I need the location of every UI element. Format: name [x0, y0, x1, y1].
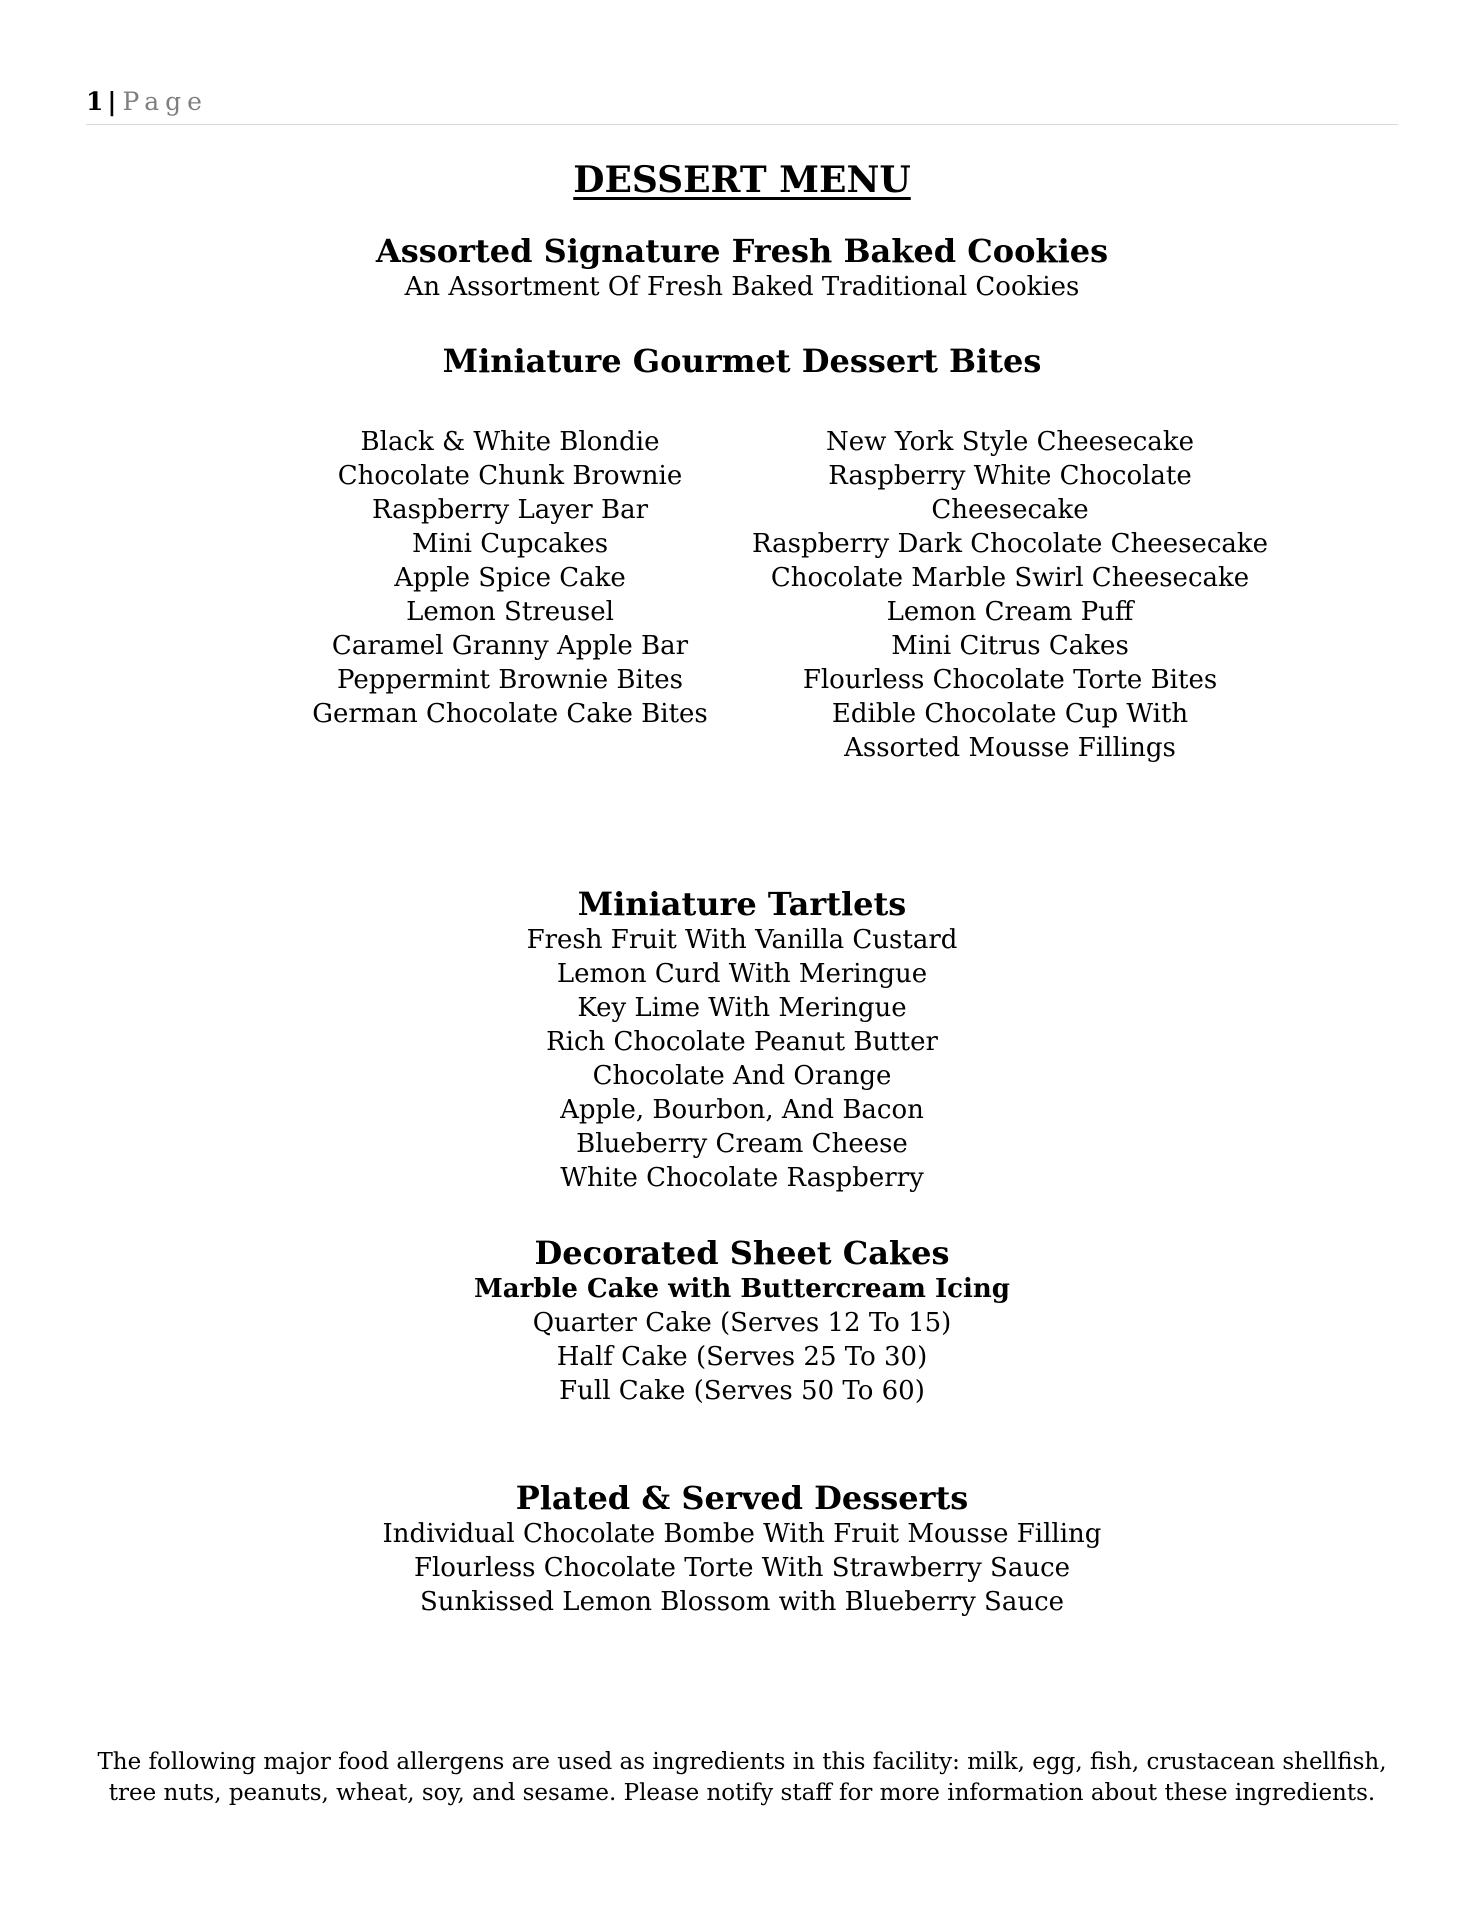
list-item: Apple Spice Cake — [394, 563, 626, 593]
page-number: 1 — [86, 87, 104, 116]
list-item: Sunkissed Lemon Blossom with Blueberry Sauce — [419, 1587, 1065, 1617]
tartlets-title: Miniature Tartlets — [577, 885, 907, 923]
list-item: Full Cake (Serves 50 To 60) — [559, 1376, 925, 1406]
sheet-cakes-title: Decorated Sheet Cakes — [534, 1234, 950, 1272]
list-item: Chocolate Marble Swirl Cheesecake — [770, 563, 1250, 593]
list-item: Mini Cupcakes — [411, 529, 609, 559]
dessert-bites-right-column — [750, 425, 1270, 765]
cookies-title: Assorted Signature Fresh Baked Cookies — [375, 232, 1109, 270]
list-item: Quarter Cake (Serves 12 To 15) — [532, 1308, 952, 1338]
list-item: German Chocolate Cake Bites — [312, 699, 708, 729]
list-item: Mini Citrus Cakes — [891, 631, 1129, 661]
list-item: Edible Chocolate Cup With — [831, 699, 1189, 729]
list-item: Assorted Mousse Fillings — [844, 733, 1176, 763]
list-item: Lemon Cream Puff — [886, 597, 1134, 627]
sheet-cakes-section — [0, 1234, 1484, 1408]
allergen-notice: The following major food allergens are used as ingredients in this facility: milk, egg, fish, crustacean shellfish, tree nuts, peanuts, wheat, soy, and sesame. Please notify staff for more information about these ingredients. — [97, 1749, 1387, 1806]
dessert-bites-title: Miniature Gourmet Dessert Bites — [442, 342, 1042, 380]
list-item: Flourless Chocolate Torte With Strawberry Sauce — [413, 1553, 1071, 1583]
cookies-section — [0, 232, 1484, 304]
list-item: Flourless Chocolate Torte Bites — [802, 665, 1218, 695]
page-label: Page — [122, 87, 208, 116]
list-item: Apple, Bourbon, And Bacon — [560, 1095, 924, 1125]
list-item: Fresh Fruit With Vanilla Custard — [526, 925, 958, 955]
list-item: Half Cake (Serves 25 To 30) — [556, 1342, 928, 1372]
dessert-bites-section — [0, 342, 1484, 380]
list-item: Raspberry Layer Bar — [371, 495, 649, 525]
list-item: Raspberry Dark Chocolate Cheesecake — [751, 529, 1269, 559]
dessert-bites-left-column — [300, 425, 720, 731]
list-item: New York Style Cheesecake — [826, 427, 1194, 457]
list-item: Individual Chocolate Bombe With Fruit Mousse Filling — [382, 1519, 1102, 1549]
sheet-cakes-subtitle: Marble Cake with Buttercream Icing — [474, 1274, 1010, 1304]
list-item: Rich Chocolate Peanut Butter — [546, 1027, 938, 1057]
list-item: Key Lime With Meringue — [577, 993, 907, 1023]
cookies-description: An Assortment Of Fresh Baked Traditional Cookies — [404, 272, 1080, 302]
menu-title: DESSERT MENU — [573, 159, 911, 201]
page-header — [86, 88, 1398, 125]
list-item: Lemon Curd With Meringue — [556, 959, 928, 989]
list-item: Lemon Streusel — [406, 597, 614, 627]
list-item: Blueberry Cream Cheese — [576, 1129, 908, 1159]
plated-section — [0, 1479, 1484, 1619]
list-item: Raspberry White Chocolate Cheesecake — [828, 461, 1192, 525]
plated-title: Plated & Served Desserts — [515, 1479, 969, 1517]
list-item: Black & White Blondie — [360, 427, 660, 457]
tartlets-section — [0, 885, 1484, 1195]
page-separator: | — [107, 87, 117, 116]
list-item: Caramel Granny Apple Bar — [331, 631, 689, 661]
list-item: White Chocolate Raspberry — [560, 1163, 924, 1193]
list-item: Chocolate And Orange — [592, 1061, 892, 1091]
list-item: Chocolate Chunk Brownie — [337, 461, 683, 491]
list-item: Peppermint Brownie Bites — [337, 665, 683, 695]
